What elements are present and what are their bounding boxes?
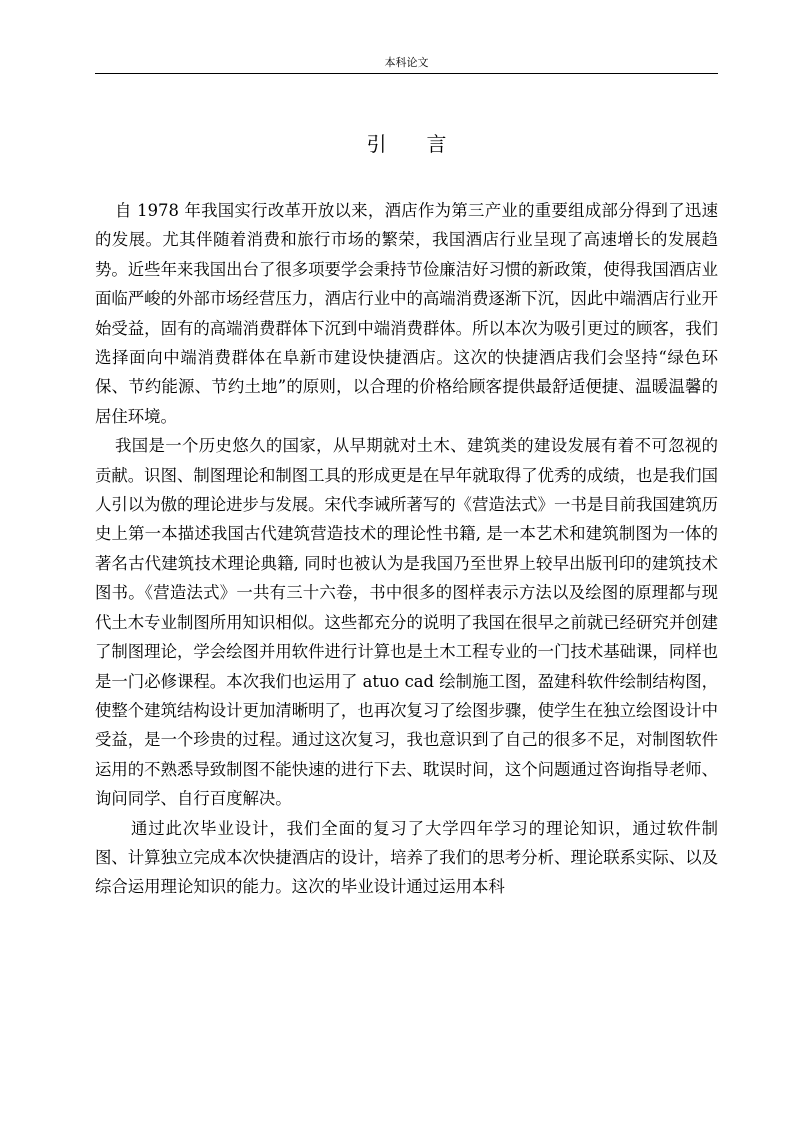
paragraph: 自 1978 年我国实行改革开放以来，酒店作为第三产业的重要组成部分得到了迅速的发展。尤其伴随着消费和旅行市场的繁荣，我国酒店行业呈现了高速增长的发展趋势。近些年来我国出台了很多项要学会秉持节俭廉洁好习惯的新政策，使得我国酒店业面临严峻的外部市场经营压力，酒店行业中的高端消费逐渐下沉，因此中端酒店行业开始受益，固有的高端消费群体下沉到中端消费群体。所以本次为吸引更过的顾客，我们选择面向中端消费群体在阜新市建设快捷酒店。这次的快捷酒店我们会坚持“绿色环保、节约能源、节约土地”的原则，以合理的价格给顾客提供最舒适便捷、温暖温馨的居住环境。 — [95, 201, 718, 426]
header-rule — [95, 73, 718, 74]
paragraph: 通过此次毕业设计，我们全面的复习了大学四年学习的理论知识，通过软件制图、计算独立完成本次快捷酒店的设计，培养了我们的思考分析、理论联系实际、以及综合运用理论知识的能力。这次的毕业设计通过运用本科 — [95, 818, 718, 897]
section-title: 引言 — [366, 132, 487, 156]
body-text — [95, 196, 718, 902]
running-header: 本科论文 — [384, 56, 429, 69]
paragraph: 我国是一个历史悠久的国家，从早期就对土木、建筑类的建设发展有着不可忽视的贡献。识图、制图理论和制图工具的形成更是在早年就取得了优秀的成绩，也是我们国人引以为傲的理论进步与发展。宋代李诫所著写的《营造法式》一书是目前我国建筑历史上第一本描述我国古代建筑营造技术的理论性书籍, 是一本艺术和建筑制图为一体的著名古代建筑技术理论典籍, 同时也被认为是我国乃至世界上较早出版刊印的建筑技术图书。《营造法式》一共有三十六卷，书中很多的图样表示方法以及绘图的原理都与现代土木专业制图所用知识相似。这些都充分的说明了我国在很早之前就已经研究并创建了制图理论，学会绘图并用软件进行计算也是土木工程专业的一门技术基础课，同样也是一门必修课程。本次我们也运用了 atuo cad 绘制施工图，盈建科软件绘制结构图，使整个建筑结构设计更加清晰明了，也再次复习了绘图步骤，使学生在独立绘图设计中受益，是一个珍贵的过程。通过这次复习，我也意识到了自己的很多不足，对制图软件运用的不熟悉导致制图不能快速的进行下去、耽误时间，这个问题通过咨询指导老师、询问同学、自行百度解决。 — [95, 436, 718, 809]
